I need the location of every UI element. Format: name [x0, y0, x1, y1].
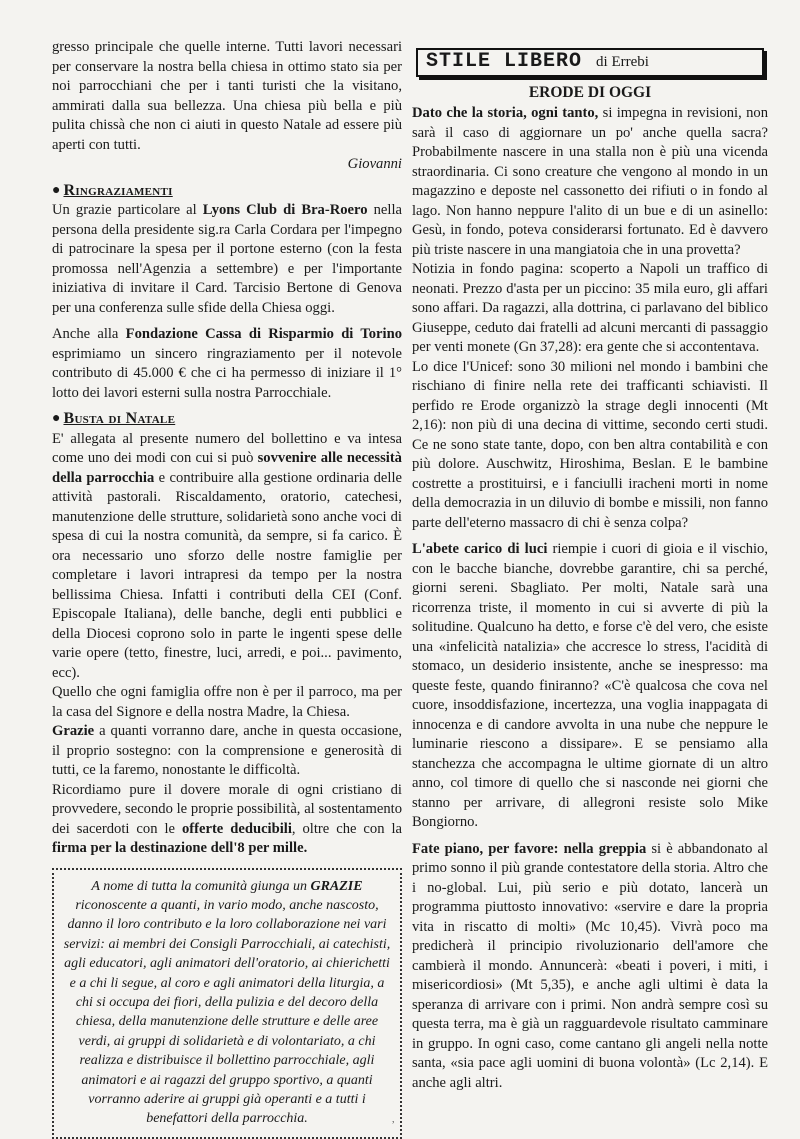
- page-mark: ,: [392, 1114, 395, 1125]
- thanks-box: [52, 868, 402, 1139]
- busta-paragraph-2: Quello che ogni famiglia offre non è per il parroco, ma per la casa del Signore e della nostra Madre, la Chiesa.: [52, 684, 402, 720]
- bullet-icon: ●: [52, 182, 61, 198]
- thanks-box-intro: A nome di tutta la comunità giunga un: [91, 878, 311, 894]
- busta-title: Busta di Natale: [63, 410, 176, 427]
- article-paragraph-3: Lo dice l'Unicef: sono 30 milioni nel mondo i bambini che rischiano di finire nella rete dei trafficanti schiavisti. Il perfido re Erode organizzò la strage degli innocenti (Mt 2,16): non più di una decina di vittime, secondo certi studi. Ce ne sono state tante, dopo, con ben altra contabilità e con più dolore. Auschwitz, Hiroshima, Beslan. E le bambine costrette a prostituirsi, e i fanciulli iracheni morti in nome della democrazia in un diluvio di bombe e missili, non fanno parte dell'eterno massacro di chi è senza colpa?: [412, 358, 768, 531]
- column-title: STILE LIBERO: [426, 50, 583, 73]
- ringraziamenti-paragraph-2: Anche alla Fondazione Cassa di Risparmio di Torino esprimiamo un sincero ringraziamento per il notevole contributo di 45.000 € che ci ha permesso di iniziare il 1° lotto dei lavori esterni sulla nostra Parrocchiale.: [52, 326, 402, 401]
- ringraziamenti-title: Ringraziamenti: [63, 181, 173, 199]
- busta-paragraph-4: Ricordiamo pure il dovere morale di ogni cristiano di provvedere, secondo le proprie possibilità, al sostentamento dei sacerdoti con le offerte deducibili, oltre che con la firma per la destinazione dell'8 per mille.: [52, 781, 402, 856]
- ringraziamenti-paragraph-1: Un grazie particolare al Lyons Club di Bra-Roero nella persona della presidente sig.ra Carla Cordara per l'impegno di patrocinare la spesa per il portone esterno (con la festa promossa nell'Agenzia a settembre) e per l'importante iniziativa di invitare il Card. Tarcisio Bertone di Genova per una conferenza sulle sfide della Chiesa oggi.: [52, 202, 402, 316]
- busta-paragraph-3: Grazie a quanti vorranno dare, anche in questa occasione, il proprio sostegno: con la comprensione e generosità di tutti, ce la faremo, nonostante le difficoltà.: [52, 723, 402, 778]
- intro-paragraph: gresso principale che quelle interne. Tutti lavori necessari per conservare la nostra bella chiesa in ottimo stato sia per noi parrocchiani che per i tanti turisti che la visitano, ammirati dalla sua bellezza. Una chiesa più bella e più pulita chissà che non ci aiuti in questo Natale ad essere più aperti con tutti.: [52, 39, 402, 153]
- signature-row: [52, 155, 402, 175]
- busta-paragraph-1: E' allegata al presente numero del bollettino e va intesa come uno dei modi con cui si può sovvenire alle necessità della parrocchia e contribuire alla gestione ordinaria delle attività pastorali. Riscaldamento, oratorio, catechesi, manutenzione delle strutture, solidarietà sono anche voci di spesa di cui la nostra comunità, da sempre, si fa carico. È ora necessario uno sforzo delle nostre famiglie per completare i lavori intrapresi da tempo per la nostra bellissima Chiesa. Infatti i contributi della CEI (Conf. Episcopale Italiana), delle banche, degli enti pubblici e della Diocesi coprono solo in parte le ingenti spese delle varie opere (tetto, finestre, luci, arredi, e poi... pavimento, ecc).: [52, 430, 402, 681]
- signature: Giovanni: [347, 156, 402, 172]
- article-paragraph-4: L'abete carico di luci riempie i cuori di gioia e il vischio, con le bacche bianche, dovrebbe garantire, chi sa perché, giorni sereni. Sbagliato. Per molti, Natale sarà una ricorrenza triste, il momento in cui si avverte di più la solitudine. Qualcuno ha detto, e forse c'è del vero, che esiste una «infelicità natalizia» che accresce lo stress, l'acidità di stomaco, un desiderio insistente, anche se inespresso: ma queste feste, quando finiranno? «C'è qualcosa che cova nel cuore, insoddisfazione, incertezza, una voglia inappagata di innocenza e di candore avvolta in una nube che neppure le luminarie riescono a dissipare». E se pensiamo alla stanchezza che accompagna le ultime giornate di un altro anno, col timore di quello che si nasconde nei giorni che stanno per arrivare, di allegroni resiste solo Mike Bongiorno.: [412, 541, 768, 830]
- thanks-box-text: riconoscente a quanti, in vario modo, anche nascosto, danno il loro contributo e la loro collaborazione nei vari servizi: ai membri dei Consigli Parrocchiali, ai catechisti, agli educatori, agli animatori dell'oratorio, ai chierichetti e a chi li segue, al coro e agli animatori della liturgia, a chi si occupa dei fiori, della pulizia e del decoro della chiesa, della manutenzione delle strutture e delle aree verdi, ai gruppi di solidarietà e di volontariato, a chi realizza e distribuisce il bollettino parrocchiale, agli animatori e ai ragazzi del gruppo sportivo, a quanti vorranno aderire ai gruppi già operanti e a tutti i benefattori della parrocchia.: [63, 897, 391, 1127]
- bullet-icon: ●: [52, 411, 61, 426]
- article-paragraph-5: Fate piano, per favore: nella greppia si è abbandonato al primo sonno il più grande contestatore della storia. Altro che i no-global. Lui, più serio e più dotato, lancerà un programma piuttosto innovativo: «servire e dare la propria vita in riscatto di molti» (Mc 10,45). Vivrà poco ma predicherà il principio rivoluzionario dell'amore che cambierà il mondo. Annuncerà: «beati i poveri, i miti, i misericordiosi» (Mt 5,35), e anche agli ultimi è data la speranza di arrivare con i primi. Non andrà sempre così su questa terra, ma è già un ragguardevole risultato camminare in gruppo. In ogni caso, come cantano gli angeli nella notte santa, «sia pace agli uomini di buona volontà» (Lc 2,14). E anche agli altri.: [412, 840, 768, 1091]
- column-author: di Errebi: [596, 54, 649, 70]
- left-column: [52, 38, 402, 1139]
- busta-heading: [52, 409, 402, 429]
- article-paragraph-2: Notizia in fondo pagina: scoperto a Napoli un traffico di neonati. Prezzo d'asta per un piccino: 35 mila euro, gli affari sono affari. Da ragazzi, alla dottrina, ci parlavano del biblico Giuseppe, ceduto dai fratelli ad alcuni mercanti di passaggio per venti monete (Gn 37,28): era gente che si accontentava.: [412, 261, 768, 355]
- right-column: [412, 38, 768, 1093]
- article-title: ERODE DI OGGI: [528, 83, 652, 101]
- column-header-box: [416, 48, 764, 77]
- ringraziamenti-heading: [52, 181, 402, 201]
- thanks-box-grazie: GRAZIE: [310, 878, 363, 894]
- article-paragraph-1: Dato che la storia, ogni tanto, si impegna in revisioni, non sarà il caso di aggiornare un po' anche quella sacra? Probabilmente nascere in una stalla non è più una vicenda straordinaria. Ci sono creature che vengono al mondo in un magazzino e deposte nel cassonetto dei rifiuti o in fondo al lago. Non hanno neppure l'alito di un bue e di un asinello: Gesù, in fondo, poteva considerarsi fortunato. Ed è davvero più triste nascere in una mangiatoia che in una provetta?: [412, 105, 768, 258]
